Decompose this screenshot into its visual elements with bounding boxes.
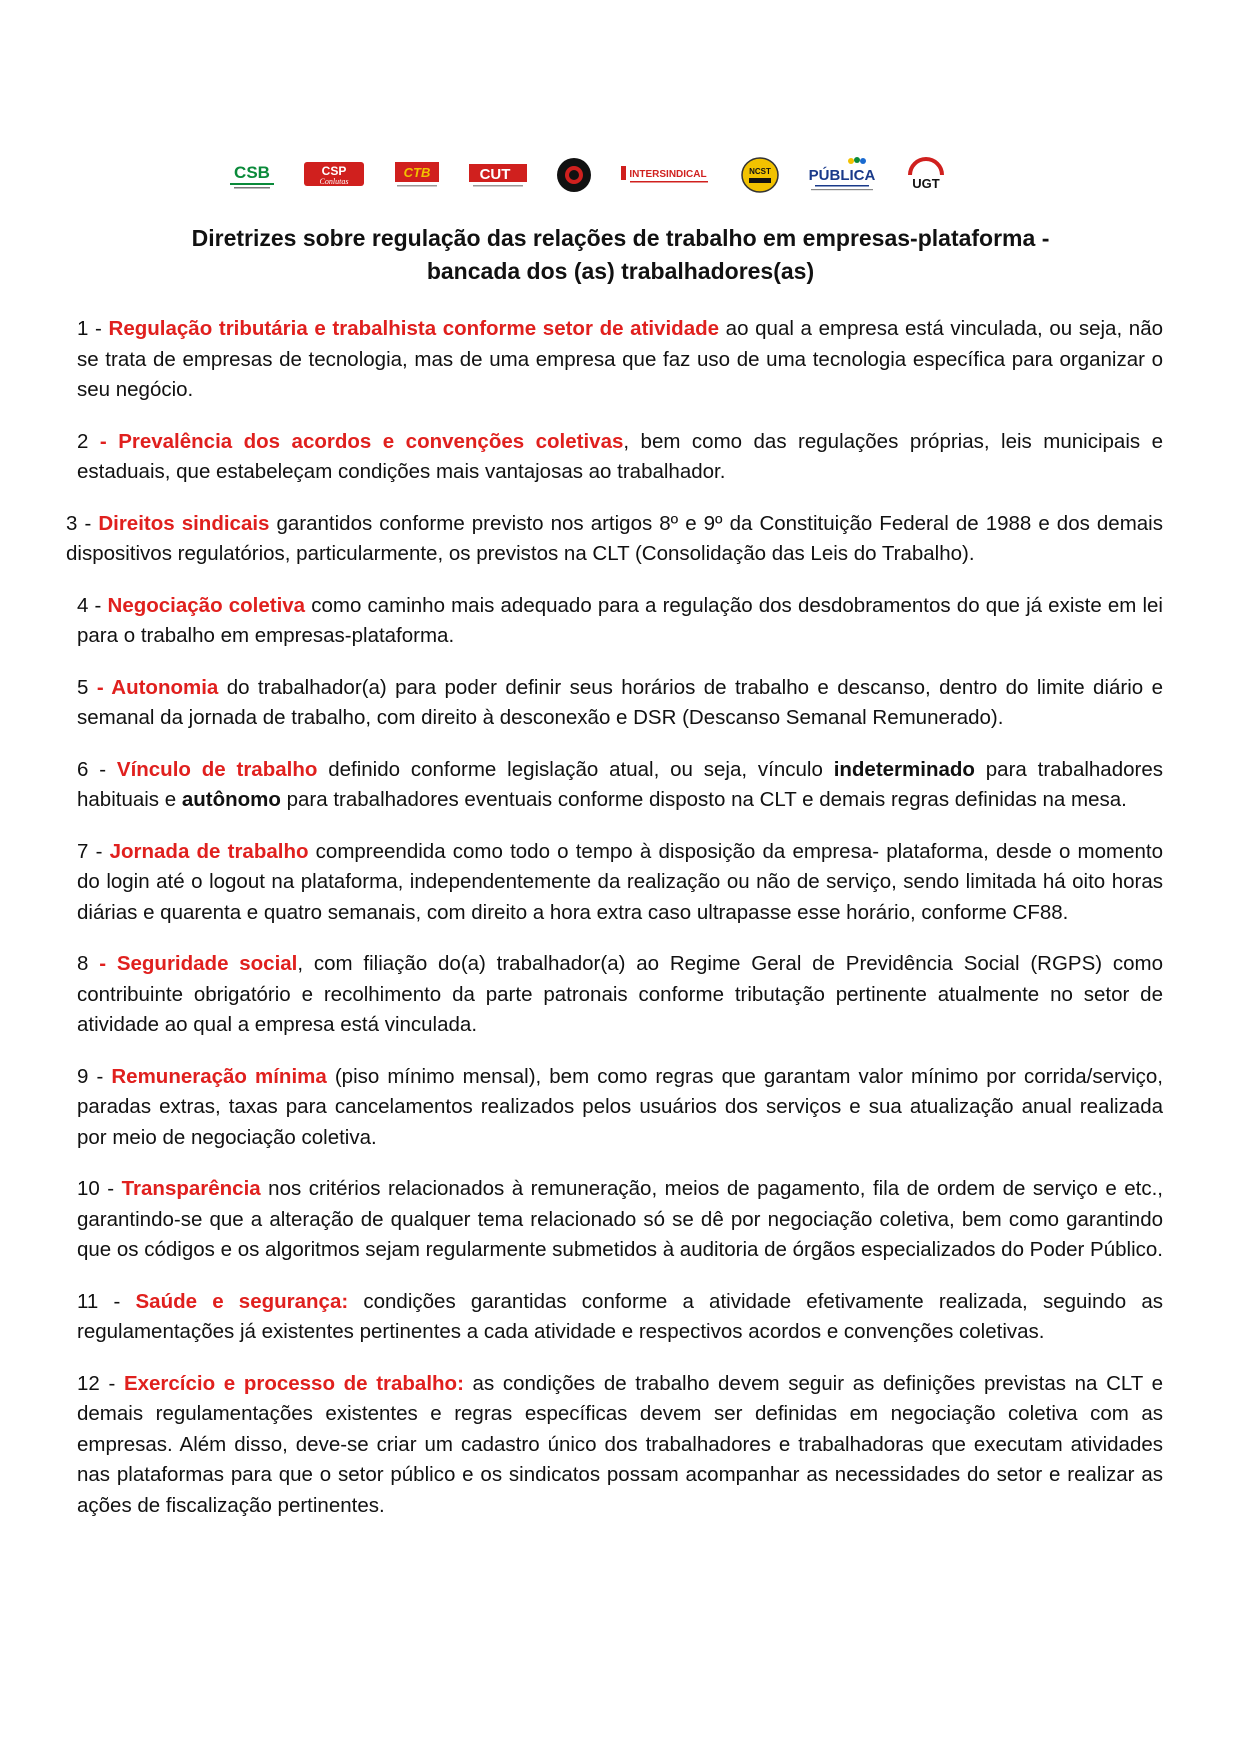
ugt-logo bbox=[904, 155, 948, 195]
ncst-logo bbox=[740, 156, 780, 194]
guideline-item-6 bbox=[77, 755, 1163, 816]
publica-logo bbox=[807, 155, 877, 195]
svg-text:Conlutas: Conlutas bbox=[319, 177, 349, 186]
item-heading: Regulação tributária e trabalhista conforme setor de atividade bbox=[108, 317, 720, 340]
guideline-item-12 bbox=[77, 1369, 1163, 1522]
guideline-item-10 bbox=[77, 1174, 1163, 1266]
item-text: , bem como das regulações próprias, leis municipais e estaduais, que estabeleçam condições mais vantajosas ao trabalhador. bbox=[77, 429, 1164, 483]
svg-text:CSB: CSB bbox=[234, 163, 270, 182]
intersindical-logo bbox=[620, 161, 712, 189]
item-number: 2 bbox=[77, 429, 100, 453]
item-number: 6 - bbox=[77, 757, 117, 781]
item-bold-term: indeterminado bbox=[833, 757, 975, 781]
guideline-item-3 bbox=[66, 509, 1163, 570]
item-heading: Transparência bbox=[121, 1177, 261, 1200]
item-text: do trabalhador(a) para poder definir seus horários de trabalho e descanso, dentro do limite diário e semanal da jornada de trabalho, com direito à desconexão e DSR (Descanso Semanal Remunerado). bbox=[77, 675, 1163, 729]
guideline-item-8 bbox=[77, 949, 1163, 1041]
item-number: 9 - bbox=[77, 1064, 112, 1088]
cut-logo bbox=[468, 160, 528, 190]
item-text: nos critérios relacionados à remuneração, meios de pagamento, fila de ordem de serviço e etc., garantindo-se que a alteração de qualquer tema relacionado só se dê por negociação coletiva, bem como garantindo que os códigos e os algoritmos sejam regularmente submetidos à auditoria de órgãos especializados do Poder Público. bbox=[77, 1177, 1163, 1261]
item-heading: Negociação coletiva bbox=[107, 593, 306, 617]
item-heading: Saúde e segurança: bbox=[135, 1289, 349, 1313]
item-text: condições garantidas conforme a atividade efetivamente realizada, seguindo as regulamentações já existentes pertinentes a cada atividade e respectivos acordos e convenções coletivas. bbox=[77, 1289, 1163, 1343]
item-number: 3 - bbox=[66, 511, 99, 535]
svg-text:NCST: NCST bbox=[748, 167, 771, 176]
svg-text:CUT: CUT bbox=[479, 166, 511, 183]
item-number: 8 bbox=[77, 952, 100, 975]
item-text: para trabalhadores eventuais conforme disposto na CLT e demais regras definidas na mesa. bbox=[280, 788, 1127, 811]
item-heading: Direitos sindicais bbox=[98, 511, 270, 535]
item-heading: - Autonomia bbox=[96, 675, 219, 699]
guideline-item-4 bbox=[77, 591, 1163, 652]
item-heading: - Seguridade social bbox=[99, 952, 298, 975]
item-text: para trabalhadores habituais e bbox=[77, 757, 1163, 811]
csp-conlutas-logo bbox=[303, 160, 365, 190]
svg-text:CSP: CSP bbox=[321, 164, 347, 178]
csb-logo bbox=[228, 158, 276, 192]
union-logos-bar bbox=[228, 150, 948, 200]
guideline-item-9 bbox=[77, 1062, 1163, 1154]
item-text: as condições de trabalho devem seguir as definições previstas na CLT e demais regulamentações existentes e regras específicas devem ser definidas em negociação coletiva com as empresas. Além disso, deve-se criar um cadastro único dos trabalhadores e trabalhadoras que executam atividades nas plataformas para que o setor público e os sindicatos possam acompanhar as necessidades do setor e realizar as ações de fiscalização pertinentes. bbox=[77, 1371, 1163, 1517]
item-text: compreendida como todo o tempo à disposição da empresa- plataforma, desde o momento do login até o logout na plataforma, independentemente da realização ou não de serviço, sendo limitada há oito horas diárias e quarenta e quatro semanais, com direito a hora extra caso ultrapasse esse horário, conforme CF88. bbox=[77, 839, 1164, 924]
item-number: 4 - bbox=[77, 593, 108, 617]
item-heading: Jornada de trabalho bbox=[109, 839, 309, 863]
item-number: 10 - bbox=[77, 1177, 122, 1200]
item-heading: Remuneração mínima bbox=[111, 1064, 327, 1088]
title-line-1: Diretrizes sobre regulação das relações de trabalho em empresas-plataforma - bbox=[191, 225, 1050, 251]
item-text: (piso mínimo mensal), bem como regras que garantam valor mínimo por corrida/serviço, paradas extras, taxas para cancelamentos realizados pelos usuários dos serviços e sua atualização anual realizada por meio de negociação coletiva. bbox=[77, 1064, 1163, 1149]
document-title bbox=[80, 222, 1161, 288]
item-text: como caminho mais adequado para a regulação dos desdobramentos do que já existe em lei para o trabalho em empresas-plataforma. bbox=[77, 593, 1163, 647]
item-number: 11 - bbox=[77, 1289, 136, 1313]
item-text: garantidos conforme previsto nos artigos 8º e 9º da Constituição Federal de 1988 e dos demais dispositivos regulatórios, particularmente, os previstos na CLT (Consolidação das Leis do Trabalho). bbox=[66, 511, 1163, 565]
item-heading: Vínculo de trabalho bbox=[116, 757, 318, 781]
svg-text:PÚBLICA: PÚBLICA bbox=[808, 167, 876, 184]
guideline-item-2 bbox=[77, 427, 1163, 488]
guidelines-list bbox=[0, 314, 1241, 1542]
guideline-item-5 bbox=[77, 673, 1163, 734]
item-number: 5 bbox=[77, 675, 97, 699]
guideline-item-1 bbox=[77, 314, 1163, 406]
item-text: definido conforme legislação atual, ou seja, vínculo bbox=[317, 757, 834, 781]
item-heading: - Prevalência dos acordos e convenções coletivas bbox=[99, 429, 624, 453]
item-text: ao qual a empresa está vinculada, ou seja, não se trata de empresas de tecnologia, mas de uma empresa que faz uso de uma tecnologia específica para organizar o seu negócio. bbox=[77, 317, 1163, 401]
guideline-item-7 bbox=[77, 837, 1163, 929]
item-text: , com filiação do(a) trabalhador(a) ao Regime Geral de Previdência Social (RGPS) como contribuinte obrigatório e recolhimento da parte patronais conforme tributação pertinente atualmente no setor de atividade ao qual a empresa está vinculada. bbox=[77, 952, 1163, 1036]
item-number: 1 - bbox=[77, 317, 109, 340]
forca-sindical-logo bbox=[555, 156, 593, 194]
svg-text:CTB: CTB bbox=[403, 165, 430, 180]
item-bold-term: autônomo bbox=[181, 788, 281, 811]
item-number: 7 - bbox=[77, 839, 110, 863]
ctb-logo bbox=[393, 158, 441, 192]
title-line-2: bancada dos (as) trabalhadores(as) bbox=[426, 258, 815, 284]
guideline-item-11 bbox=[77, 1287, 1163, 1348]
item-number: 12 - bbox=[77, 1371, 124, 1395]
item-heading: Exercício e processo de trabalho: bbox=[123, 1371, 464, 1395]
svg-text:INTERSINDICAL: INTERSINDICAL bbox=[629, 169, 707, 180]
svg-text:UGT: UGT bbox=[912, 176, 940, 191]
